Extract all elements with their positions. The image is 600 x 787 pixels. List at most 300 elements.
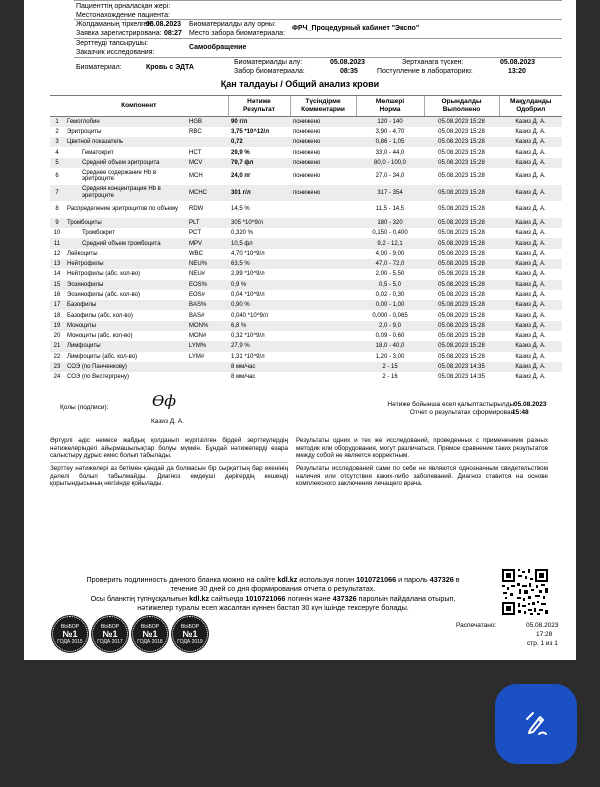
result-value: 4,70 *10^9/л [228, 249, 290, 259]
performed-datetime: 05.08.2023 15:28 [424, 147, 499, 157]
award-badge [52, 616, 88, 652]
registered-date: 05.08.2023 [146, 21, 182, 28]
result-comment: понижено [290, 158, 356, 168]
result-comment [290, 259, 356, 269]
component-name: Среднее содержание Hb в эритроците [64, 168, 186, 185]
verify-login: 1010721066 [356, 575, 397, 584]
registered-label-ru: Заявка зарегистрирована: [76, 30, 162, 37]
award-badge-big: №1 [182, 628, 198, 639]
note-kz-1: Әртүрлі әдіс немесе жабдық қолданып жүргізілген бірдей зерттеулердің нәтижелеріндегі айырмашылықтар болуы мүмкін. Бұндай нәтижелерді өзара салыстыру дұрыс емес болып табылады. [50, 437, 288, 460]
award-badge-top: ВЫБОР [140, 623, 160, 630]
formed-date: 05.08.2023 [514, 401, 547, 408]
verify-ru-line1 [50, 575, 496, 584]
performed-datetime: 05.08.2023 15:28 [424, 228, 499, 238]
approved-by: Казиз Д. А. [499, 168, 562, 185]
performed-datetime: 05.08.2023 15:28 [424, 300, 499, 310]
table-row [50, 300, 562, 310]
verify-kz-text: Осы бланктің түпнұсқалығын [90, 594, 190, 603]
component-code: MON% [186, 321, 228, 331]
performed-datetime: 05.08.2023 15:28 [424, 269, 499, 279]
performed-datetime: 05.08.2023 15:28 [424, 352, 499, 362]
row-number: 7 [50, 185, 64, 202]
approved-by: Казиз Д. А. [499, 158, 562, 168]
row-number: 9 [50, 218, 64, 228]
result-comment [290, 300, 356, 310]
table-row [50, 147, 562, 157]
reference-norm: 2,0 - 9,0 [356, 321, 424, 331]
component-name: Базофилы [64, 300, 186, 310]
row-number: 8 [50, 201, 64, 218]
component-name: Тромбокрит [64, 228, 186, 238]
reference-norm: 18,0 - 40,0 [356, 341, 424, 351]
component-name: Гемоглобин [64, 117, 186, 127]
verify-site: kdl.kz [277, 575, 298, 584]
component-name: Гематокрит [64, 147, 186, 157]
col-comment: Түсіндірме Комментарии [290, 96, 356, 117]
reference-norm: 0,00 - 1,00 [356, 300, 424, 310]
reference-norm: 1,20 - 3,00 [356, 352, 424, 362]
component-code: MON# [186, 331, 228, 341]
row-number: 4 [50, 147, 64, 157]
component-name: Распределение эритроцитов по объему [64, 201, 186, 218]
result-value: 14,5 % [228, 201, 290, 218]
result-value: 0,9 % [228, 280, 290, 290]
award-badge [92, 616, 128, 652]
printed-date: 05.08.2023 [526, 622, 559, 629]
row-number: 5 [50, 158, 64, 168]
result-comment [290, 321, 356, 331]
result-value: 0,90 % [228, 300, 290, 310]
note-ru-1: Результаты одних и тех же исследований, проведенных с применением разных методик или оборудования, могут различаться. Прямое сравнение таких результатов между собой не является корректным. [296, 437, 548, 460]
component-name: Лимфоциты (абс. кол-во) [64, 352, 186, 362]
component-name: СОЭ (по Панченкову) [64, 362, 186, 372]
component-code: BAS# [186, 310, 228, 320]
verify-kz-line2: нәтижелер туралы есеп жасалған күннен бастап 30 күн ішінде тексеруге болады. [137, 603, 409, 612]
result-value: 301 г/л [228, 185, 290, 202]
reference-norm: 27,0 - 34,0 [356, 168, 424, 185]
reference-norm: 9,2 - 12,1 [356, 238, 424, 248]
source-label-ru: Место забора биоматериала: [189, 30, 286, 37]
row-number: 17 [50, 300, 64, 310]
signature-label: Қолы (подписи): [60, 404, 109, 411]
approved-by: Казиз Д. А. [499, 352, 562, 362]
page-counter: стр. 1 из 1 [527, 640, 558, 647]
approved-by: Казиз Д. А. [499, 137, 562, 147]
formed-time: 15:48 [512, 409, 529, 416]
result-value: 24,0 пг [228, 168, 290, 185]
report-title: Қан талдауы / Общий анализ крови [220, 79, 380, 89]
component-code: HGB [186, 117, 228, 127]
result-comment: понижено [290, 168, 356, 185]
reference-norm: 4,00 - 9,00 [356, 249, 424, 259]
component-name: Моноциты [64, 321, 186, 331]
reference-norm: 0,5 - 5,0 [356, 280, 424, 290]
component-name: Эозинофилы (абс. кол-во) [64, 290, 186, 300]
component-code: MCHC [186, 185, 228, 202]
signature-mark: Ѳф [152, 392, 177, 410]
performed-datetime: 05.08.2023 15:28 [424, 158, 499, 168]
performed-datetime: 05.08.2023 15:28 [424, 249, 499, 259]
table-row [50, 310, 562, 320]
verify-login: 1010721066 [245, 594, 286, 603]
verify-password: 437326 [429, 575, 454, 584]
verify-kz-text: логинін және [285, 594, 333, 603]
component-name: Цветной показатель [64, 137, 186, 147]
col-result: Нәтиже Результат [228, 96, 290, 117]
performed-datetime: 05.08.2023 15:28 [424, 137, 499, 147]
component-code: PCT [186, 228, 228, 238]
row-number: 23 [50, 362, 64, 372]
lab-time: 13:20 [508, 68, 526, 75]
col-done: Орындалды Выполнено [424, 96, 499, 117]
row-number: 16 [50, 290, 64, 300]
award-badge-bottom: ГОДА 2017 [97, 638, 123, 645]
approved-by: Казиз Д. А. [499, 280, 562, 290]
approved-by: Казиз Д. А. [499, 201, 562, 218]
biomaterial-value: Кровь с ЭДТА [146, 64, 194, 71]
performed-datetime: 05.08.2023 14:35 [424, 372, 499, 382]
source-label-kz: Биоматериалды алу орны: [189, 21, 276, 28]
client-value: Самообращение [189, 44, 247, 51]
component-name: Лимфоциты [64, 341, 186, 351]
result-comment [290, 228, 356, 238]
row-number: 20 [50, 331, 64, 341]
row-number: 21 [50, 341, 64, 351]
performed-datetime: 05.08.2023 15:28 [424, 341, 499, 351]
reference-norm: 2,00 - 5,50 [356, 269, 424, 279]
approved-by: Казиз Д. А. [499, 259, 562, 269]
approved-by: Казиз Д. А. [499, 362, 562, 372]
result-value: 90 г/л [228, 117, 290, 127]
component-code: NEU% [186, 259, 228, 269]
performed-datetime: 05.08.2023 15:28 [424, 321, 499, 331]
component-code: BAS% [186, 300, 228, 310]
table-row [50, 117, 562, 127]
table-row [50, 341, 562, 351]
component-code: WBC [186, 249, 228, 259]
result-comment: понижено [290, 127, 356, 137]
award-badge-top: ВЫБОР [180, 623, 200, 630]
component-code [186, 362, 228, 372]
verify-ru-text: Проверить подлинность данного бланка можно на сайте [86, 575, 278, 584]
reference-norm: 317 - 354 [356, 185, 424, 202]
result-comment: понижено [290, 137, 356, 147]
table-row [50, 249, 562, 259]
reference-norm: 47,0 - 72,0 [356, 259, 424, 269]
component-name: Средняя концентрация Hb в эритроците [64, 185, 186, 202]
row-number: 18 [50, 310, 64, 320]
approved-by: Казиз Д. А. [499, 331, 562, 341]
component-name: Тромбоциты [64, 218, 186, 228]
edit-pen-icon [521, 709, 551, 739]
results-body [50, 117, 562, 383]
signature-name: Казиз Д. А. [151, 418, 184, 425]
component-code: NEU# [186, 269, 228, 279]
row-number: 19 [50, 321, 64, 331]
performed-datetime: 05.08.2023 15:28 [424, 238, 499, 248]
verify-ru-text: и пароль [396, 575, 430, 584]
component-code: MPV [186, 238, 228, 248]
component-name: СОЭ (по Вестергрену) [64, 372, 186, 382]
result-value: 0,04 *10^9/л [228, 290, 290, 300]
lab-date: 05.08.2023 [500, 59, 536, 66]
row-number: 15 [50, 280, 64, 290]
performed-datetime: 05.08.2023 15:28 [424, 117, 499, 127]
component-code: MCV [186, 158, 228, 168]
award-badge [132, 616, 168, 652]
reference-norm: 120 - 140 [356, 117, 424, 127]
collect-label-ru: Забор биоматериала: [234, 68, 305, 75]
component-code: HCT [186, 147, 228, 157]
result-value: 8 мм/час [228, 362, 290, 372]
component-code: LYM# [186, 352, 228, 362]
row-number: 24 [50, 372, 64, 382]
printed-time: 17:28 [536, 631, 553, 638]
result-comment [290, 249, 356, 259]
component-name: Лейкоциты [64, 249, 186, 259]
component-name: Эозинофилы [64, 280, 186, 290]
col-approved: Мақұлданды Одобрил [499, 96, 562, 117]
reference-norm: 180 - 320 [356, 218, 424, 228]
table-row [50, 269, 562, 279]
result-value: 0,320 % [228, 228, 290, 238]
component-code: EOS% [186, 280, 228, 290]
component-name: Нейтрофилы [64, 259, 186, 269]
result-value: 1,31 *10^9/л [228, 352, 290, 362]
component-code: LYM% [186, 341, 228, 351]
performed-datetime: 05.08.2023 15:28 [424, 201, 499, 218]
formed-label-kz: Нәтиже бойынша есеп қалыптастырылды: [387, 401, 516, 408]
performed-datetime: 05.08.2023 15:28 [424, 168, 499, 185]
reference-norm: 2 - 15 [356, 362, 424, 372]
result-value: 29,9 % [228, 147, 290, 157]
result-value: 2,99 *10^9/л [228, 269, 290, 279]
client-label-ru: Заказчик исследования: [76, 49, 155, 56]
table-row [50, 290, 562, 300]
registered-label-kz: Жолдаманың тіркелген: [76, 21, 154, 28]
approved-by: Казиз Д. А. [499, 249, 562, 259]
award-badge-bottom: ГОДА 2019 [177, 638, 203, 645]
result-value: 305 *10^9/л [228, 218, 290, 228]
verify-ru-text: используя логин [297, 575, 357, 584]
row-number: 6 [50, 168, 64, 185]
award-badge-bottom: ГОДА 2018 [137, 638, 163, 645]
award-badge-big: №1 [102, 628, 118, 639]
result-comment [290, 341, 356, 351]
row-number: 11 [50, 238, 64, 248]
client-label-kz: Зерттеуді тапсырушы: [76, 40, 149, 47]
award-badge-top: ВЫБОР [60, 623, 80, 630]
row-number: 22 [50, 352, 64, 362]
performed-datetime: 05.08.2023 15:28 [424, 218, 499, 228]
approved-by: Казиз Д. А. [499, 228, 562, 238]
reference-norm: 0,86 - 1,05 [356, 137, 424, 147]
result-comment [290, 362, 356, 372]
verify-kz-text: парольін пайдалана отырып, [356, 594, 456, 603]
approved-by: Казиз Д. А. [499, 269, 562, 279]
reference-norm: 3,90 - 4,70 [356, 127, 424, 137]
component-name: Средний объем эритроцита [64, 158, 186, 168]
col-norm: Мөлшері Норма [356, 96, 424, 117]
lab-label-kz: Зертханага түскен: [402, 59, 464, 66]
reference-norm: 0,000 - 0,065 [356, 310, 424, 320]
verify-site: kdl.kz [189, 594, 210, 603]
component-name: Базофилы (абс. кол-во) [64, 310, 186, 320]
table-row [50, 331, 562, 341]
component-name: Нейтрофилы (абс. кол-во) [64, 269, 186, 279]
result-comment [290, 372, 356, 382]
result-comment: понижено [290, 147, 356, 157]
col-component: Компонент [50, 96, 228, 117]
table-row [50, 127, 562, 137]
result-value: 79,7 фл [228, 158, 290, 168]
registered-time: 08:27 [164, 30, 182, 37]
component-code: RDW [186, 201, 228, 218]
component-name: Эритроциты [64, 127, 186, 137]
printed-label: Распечатано: [456, 622, 497, 629]
component-name: Средний объем тромбоцита [64, 238, 186, 248]
result-comment [290, 352, 356, 362]
results-table [50, 95, 562, 383]
patient-location-label-kz: Пациенттің орналасқан жері: [76, 3, 171, 10]
reference-norm: 33,0 - 44,0 [356, 147, 424, 157]
performed-datetime: 05.08.2023 15:28 [424, 127, 499, 137]
performed-datetime: 05.08.2023 15:28 [424, 310, 499, 320]
note-kz-2: Зерттеу нәтижелері аз бетімен қандай да болмасын бір сырқаттың бар екенінің дәлелі болып табылмайды. Диагноз емдеуші дәрігердің кешенді қорытындысының негізінде қойылады. [50, 465, 288, 488]
award-badge [172, 616, 208, 652]
approved-by: Казиз Д. А. [499, 185, 562, 202]
reference-norm: 0,09 - 0,60 [356, 331, 424, 341]
result-comment [290, 201, 356, 218]
approved-by: Казиз Д. А. [499, 300, 562, 310]
table-row [50, 158, 562, 168]
award-badge-big: №1 [62, 628, 78, 639]
component-name: Моноциты (абс. кол-во) [64, 331, 186, 341]
performed-datetime: 05.08.2023 15:28 [424, 185, 499, 202]
verify-ru-line2: течение 30 дней со дня формирования отчета о результатах. [170, 584, 376, 593]
performed-datetime: 05.08.2023 15:28 [424, 331, 499, 341]
component-code: EOS# [186, 290, 228, 300]
component-code: MCH [186, 168, 228, 185]
note-ru-2: Результаты исследований сами по себе не являются однозначным свидетельством наличия или отсутствия каких-либо заболеваний. Диагноз ставится на основе комплексного заключения лечащего врача. [296, 465, 548, 488]
table-row [50, 218, 562, 228]
table-row [50, 228, 562, 238]
verify-kz-text: сайтында [209, 594, 246, 603]
approved-by: Казиз Д. А. [499, 290, 562, 300]
approved-by: Казиз Д. А. [499, 372, 562, 382]
table-header-row [50, 96, 562, 117]
reference-norm: 11,5 - 14,5 [356, 201, 424, 218]
result-value: 3,75 *10^12/л [228, 127, 290, 137]
result-value: 10,5 фл [228, 238, 290, 248]
result-comment [290, 310, 356, 320]
table-row [50, 280, 562, 290]
reference-norm: 0,150 - 0,400 [356, 228, 424, 238]
row-number: 3 [50, 137, 64, 147]
approved-by: Казиз Д. А. [499, 321, 562, 331]
approved-by: Казиз Д. А. [499, 147, 562, 157]
table-row [50, 168, 562, 185]
reference-norm: 80,0 - 100,0 [356, 158, 424, 168]
result-value: 0,72 [228, 137, 290, 147]
result-comment: понижено [290, 117, 356, 127]
qr-code [501, 568, 549, 616]
approved-by: Казиз Д. А. [499, 218, 562, 228]
performed-datetime: 05.08.2023 15:28 [424, 259, 499, 269]
row-number: 14 [50, 269, 64, 279]
biomaterial-label: Биоматериал: [76, 64, 122, 71]
edit-fab-button[interactable] [495, 684, 577, 764]
performed-datetime: 05.08.2023 14:35 [424, 362, 499, 372]
lab-label-ru: Поступление в лабораторию: [377, 68, 473, 75]
component-code [186, 372, 228, 382]
result-value: 0,040 *10^9/л [228, 310, 290, 320]
row-number: 1 [50, 117, 64, 127]
table-row [50, 201, 562, 218]
performed-datetime: 05.08.2023 15:28 [424, 290, 499, 300]
table-row [50, 372, 562, 382]
table-row [50, 137, 562, 147]
collect-time: 08:35 [340, 68, 358, 75]
result-value: 0,32 *10^9/л [228, 331, 290, 341]
result-value: 8 мм/час [228, 372, 290, 382]
qr-code-graphic [501, 568, 549, 616]
row-number: 13 [50, 259, 64, 269]
verify-password: 437326 [332, 594, 357, 603]
patient-location-label-ru: Местонахождение пациента: [76, 12, 170, 19]
approved-by: Казиз Д. А. [499, 341, 562, 351]
performed-datetime: 05.08.2023 15:28 [424, 280, 499, 290]
verify-ru-text: в [453, 575, 460, 584]
collect-date: 05.08.2023 [330, 59, 366, 66]
award-badge-bottom: ГОДА 2015 [57, 638, 83, 645]
result-comment [290, 290, 356, 300]
approved-by: Казиз Д. А. [499, 310, 562, 320]
result-comment [290, 218, 356, 228]
result-value: 63,5 % [228, 259, 290, 269]
table-row [50, 238, 562, 248]
verify-kz-line1 [50, 594, 496, 603]
result-value: 27,9 % [228, 341, 290, 351]
result-comment [290, 331, 356, 341]
reference-norm: 0,02 - 0,30 [356, 290, 424, 300]
table-row [50, 321, 562, 331]
table-row [50, 352, 562, 362]
result-comment [290, 269, 356, 279]
table-row [50, 362, 562, 372]
collect-label-kz: Биоматериалды алу: [234, 59, 303, 66]
formed-label-ru: Отчет о результатах сформирован: [409, 409, 516, 416]
result-value: 6,8 % [228, 321, 290, 331]
award-badge-big: №1 [142, 628, 158, 639]
approved-by: Казиз Д. А. [499, 127, 562, 137]
result-comment [290, 238, 356, 248]
table-row [50, 259, 562, 269]
component-code: RBC [186, 127, 228, 137]
row-number: 2 [50, 127, 64, 137]
row-number: 12 [50, 249, 64, 259]
approved-by: Казиз Д. А. [499, 117, 562, 127]
component-code [186, 137, 228, 147]
table-row [50, 185, 562, 202]
result-comment: понижено [290, 185, 356, 202]
row-number: 10 [50, 228, 64, 238]
reference-norm: 2 - 16 [356, 372, 424, 382]
award-badge-top: ВЫБОР [100, 623, 120, 630]
component-code: PLT [186, 218, 228, 228]
result-comment [290, 280, 356, 290]
source-value: ФРЧ_Процедурный кабинет "Экспо" [292, 25, 420, 32]
